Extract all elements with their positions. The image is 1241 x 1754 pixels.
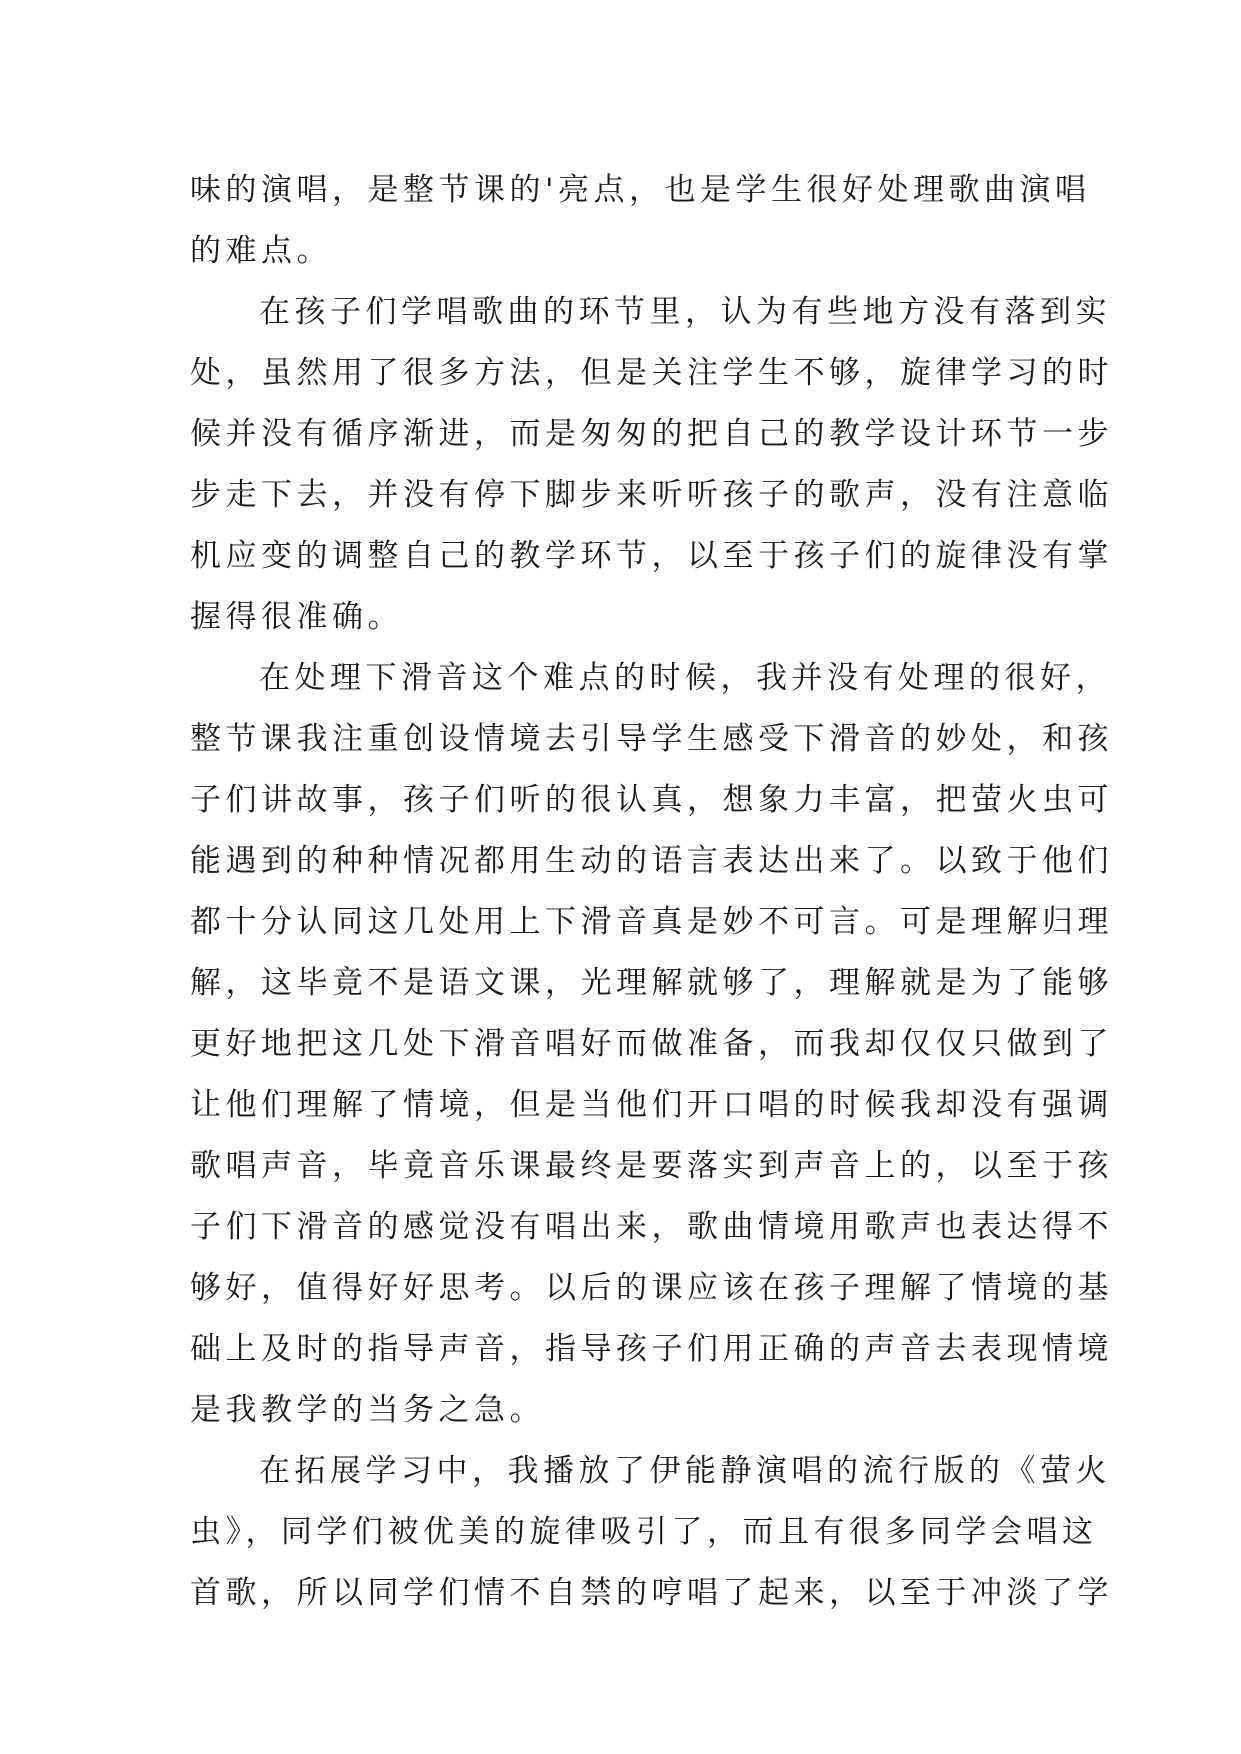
text-line: 够好，值得好好思考。以后的课应该在孩子理解了情境的基 [190,1270,1113,1306]
text-line: 是我教学的当务之急。 [190,1392,545,1428]
text-line: 候并没有循序渐进，而是匆匆的把自己的教学设计环节一步 [190,416,1113,452]
text-line: 歌唱声音，毕竟音乐课最终是要落实到声音上的，以至于孩 [190,1148,1113,1184]
text-line: 在拓展学习中，我播放了伊能静演唱的流行版的《萤火 [259,1453,1111,1489]
text-line: 解，这毕竟不是语文课，光理解就够了，理解就是为了能够 [190,965,1113,1001]
text-line: 机应变的调整自己的教学环节，以至于孩子们的旋律没有掌 [190,538,1113,574]
document-body [190,160,1113,1624]
text-line: 能遇到的种种情况都用生动的语言表达出来了。以致于他们 [190,843,1113,879]
text-line: 步走下去，并没有停下脚步来听听孩子的歌声，没有注意临 [190,477,1113,513]
text-line: 子们下滑音的感觉没有唱出来，歌曲情境用歌声也表达得不 [190,1209,1113,1245]
text-line: 在处理下滑音这个难点的时候，我并没有处理的很好， [259,660,1111,696]
text-line: 味的演唱，是整节课的'亮点，也是学生很好处理歌曲演唱 [190,172,1091,208]
text-line: 子们讲故事，孩子们听的很认真，想象力丰富，把萤火虫可 [190,782,1113,818]
text-line: 让他们理解了情境，但是当他们开口唱的时候我却没有强调 [190,1087,1113,1123]
text-line: 的难点。 [190,233,332,269]
text-line: 础上及时的指导声音，指导孩子们用正确的声音去表现情境 [190,1331,1113,1367]
text-line: 更好地把这几处下滑音唱好而做准备，而我却仅仅只做到了 [190,1026,1113,1062]
text-line: 握得很准确。 [190,599,403,635]
text-line: 整节课我注重创设情境去引导学生感受下滑音的妙处，和孩 [190,721,1113,757]
text-line: 在孩子们学唱歌曲的环节里，认为有些地方没有落到实 [259,294,1111,330]
text-line: 虫》，同学们被优美的旋律吸引了，而且有很多同学会唱这 [190,1514,1098,1550]
text-line: 首歌，所以同学们情不自禁的哼唱了起来，以至于冲淡了学 [190,1575,1113,1611]
text-line: 处，虽然用了很多方法，但是关注学生不够，旋律学习的时 [190,355,1113,391]
text-line: 都十分认同这几处用上下滑音真是妙不可言。可是理解归理 [190,904,1113,940]
